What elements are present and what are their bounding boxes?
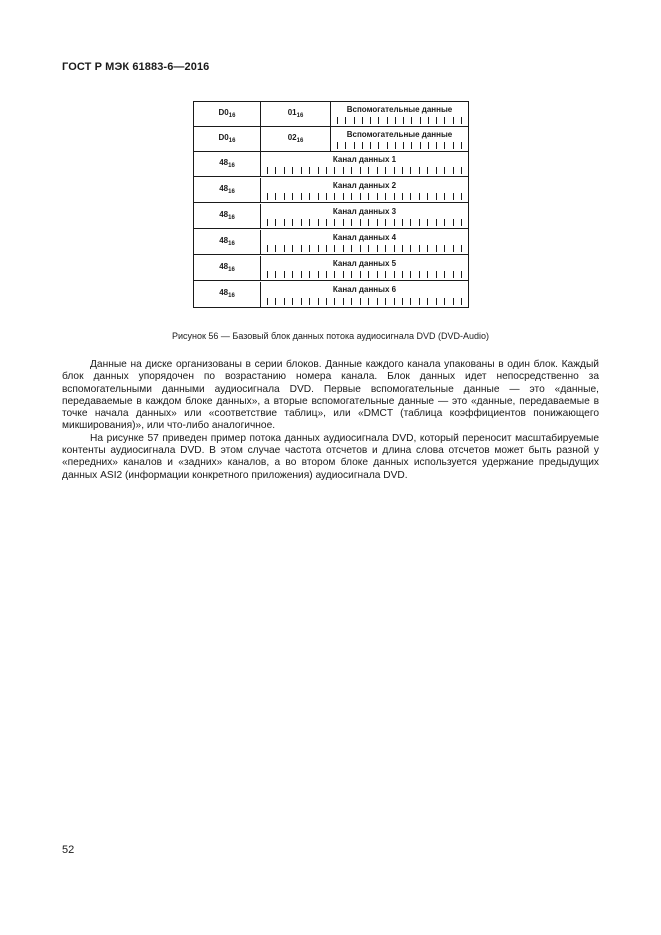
bit-tick (318, 167, 319, 174)
bit-tick (394, 245, 395, 252)
bit-tick (345, 142, 346, 149)
bit-tick (387, 117, 388, 124)
bit-tick (345, 117, 346, 124)
bit-tick (427, 167, 428, 174)
channel-label: Канал данных 6 (332, 285, 397, 294)
bit-tick (377, 193, 378, 200)
bit-ticks (267, 245, 462, 252)
bit-tick (394, 167, 395, 174)
bit-tick (410, 298, 411, 305)
bit-tick (436, 245, 437, 252)
bit-tick (309, 298, 310, 305)
channel-data-cell (261, 282, 468, 307)
bit-tick (360, 167, 361, 174)
bit-tick (360, 219, 361, 226)
bit-tick (453, 142, 454, 149)
bit-ticks (267, 167, 462, 174)
bit-tick (292, 245, 293, 252)
bit-tick (378, 117, 379, 124)
bit-tick (292, 167, 293, 174)
bit-tick (444, 142, 445, 149)
bit-tick (318, 298, 319, 305)
bit-tick (267, 219, 268, 226)
bit-tick (427, 245, 428, 252)
bit-ticks (337, 117, 462, 124)
channel-label: Канал данных 1 (332, 155, 397, 164)
bit-tick (419, 298, 420, 305)
bit-tick (370, 142, 371, 149)
bit-tick (368, 219, 369, 226)
bit-tick (275, 219, 276, 226)
label-cell: $D0_{16}$ (194, 127, 261, 151)
bit-tick (461, 142, 462, 149)
label-cell: $48_{16}$ (194, 256, 261, 280)
bit-tick (318, 245, 319, 252)
bit-tick (453, 117, 454, 124)
bit-tick (427, 298, 428, 305)
bit-tick (343, 193, 344, 200)
bit-tick (360, 193, 361, 200)
bit-tick (334, 167, 335, 174)
bit-tick (387, 142, 388, 149)
aux-data-cell (331, 102, 468, 126)
bit-tick (377, 298, 378, 305)
bit-tick (343, 298, 344, 305)
aux-row-2 (194, 127, 468, 152)
bit-tick (436, 167, 437, 174)
bit-tick (275, 271, 276, 278)
bit-ticks (337, 142, 462, 149)
bit-ticks (267, 193, 462, 200)
bit-tick (292, 271, 293, 278)
bit-tick (395, 117, 396, 124)
bit-tick (267, 245, 268, 252)
bit-tick (334, 219, 335, 226)
bit-tick (419, 271, 420, 278)
bit-ticks (267, 219, 462, 226)
bit-tick (378, 142, 379, 149)
bit-tick (402, 271, 403, 278)
bit-tick (377, 219, 378, 226)
bit-tick (301, 271, 302, 278)
channel-row-2 (194, 178, 468, 203)
bit-tick (301, 193, 302, 200)
bit-tick (385, 298, 386, 305)
channel-data-cell (261, 178, 468, 202)
bit-ticks (267, 271, 462, 278)
bit-tick (368, 298, 369, 305)
figure-caption: Рисунок 56 — Базовый блок данных потока аудиосигнала DVD (DVD-Audio) (171, 331, 490, 341)
bit-tick (410, 245, 411, 252)
bit-tick (461, 193, 462, 200)
bit-tick (402, 193, 403, 200)
bit-tick (267, 193, 268, 200)
bit-tick (362, 117, 363, 124)
aux-data-label: Вспомогательные данные (346, 105, 453, 114)
bit-tick (292, 298, 293, 305)
bit-tick (275, 193, 276, 200)
bit-tick (461, 167, 462, 174)
bit-tick (275, 167, 276, 174)
bit-tick (292, 193, 293, 200)
bit-tick (385, 219, 386, 226)
bit-tick (461, 271, 462, 278)
label-cell: $D0_{16}$ (194, 102, 261, 126)
bit-tick (309, 245, 310, 252)
bit-tick (301, 167, 302, 174)
bit-tick (394, 219, 395, 226)
bit-tick (411, 142, 412, 149)
bit-tick (410, 193, 411, 200)
channel-data-cell (261, 152, 468, 176)
bit-tick (461, 245, 462, 252)
bit-tick (284, 219, 285, 226)
channel-label: Канал данных 3 (332, 207, 397, 216)
bit-tick (385, 167, 386, 174)
channel-data-cell (261, 256, 468, 280)
bit-tick (420, 117, 421, 124)
bit-tick (410, 219, 411, 226)
bit-tick (326, 245, 327, 252)
bit-tick (377, 271, 378, 278)
bit-tick (453, 271, 454, 278)
bit-tick (410, 271, 411, 278)
bit-tick (284, 298, 285, 305)
bit-tick (351, 193, 352, 200)
bit-tick (301, 245, 302, 252)
bit-tick (368, 167, 369, 174)
bit-tick (402, 298, 403, 305)
channel-row-6 (194, 282, 468, 307)
label-cell: $48_{16}$ (194, 152, 261, 176)
bit-tick (275, 245, 276, 252)
bit-tick (377, 245, 378, 252)
bit-tick (461, 117, 462, 124)
bit-tick (343, 271, 344, 278)
bit-tick (343, 245, 344, 252)
bit-tick (326, 219, 327, 226)
bit-tick (453, 298, 454, 305)
bit-tick (461, 298, 462, 305)
bit-tick (419, 219, 420, 226)
label-cell: $48_{16}$ (194, 282, 261, 307)
bit-tick (354, 142, 355, 149)
bit-tick (377, 167, 378, 174)
bit-tick (444, 219, 445, 226)
bit-tick (453, 219, 454, 226)
bit-tick (403, 117, 404, 124)
bit-tick (428, 142, 429, 149)
bit-tick (292, 219, 293, 226)
bit-tick (360, 245, 361, 252)
bit-tick (368, 193, 369, 200)
bit-tick (444, 167, 445, 174)
bit-tick (419, 245, 420, 252)
aux-data-cell (331, 127, 468, 151)
bit-tick (334, 245, 335, 252)
bit-tick (427, 271, 428, 278)
page-number: 52 (62, 844, 75, 856)
bit-tick (368, 271, 369, 278)
bit-tick (326, 298, 327, 305)
channel-label: Канал данных 2 (332, 181, 397, 190)
bit-tick (427, 193, 428, 200)
bit-tick (343, 219, 344, 226)
bit-tick (309, 193, 310, 200)
bit-tick (444, 193, 445, 200)
bit-tick (395, 142, 396, 149)
bit-tick (301, 298, 302, 305)
label-cell: $48_{16}$ (194, 204, 261, 228)
bit-ticks (267, 298, 462, 305)
bit-tick (318, 219, 319, 226)
bit-tick (351, 219, 352, 226)
bit-tick (428, 117, 429, 124)
channel-row-1 (194, 152, 468, 177)
paragraph: На рисунке 57 приведен пример потока данных аудиосигнала DVD, который переносит масштабируемые контенты аудиосигнала DVD. В этом случае частота отсчетов и длина слова отсчетов может быть разной у «передних» каналов и «задних» каналов, а во втором блоке данных используется удержание предыдущих данных ASI2 (информации конкретного приложения) аудиосигнала DVD. (62, 432, 599, 481)
bit-tick (354, 117, 355, 124)
channel-data-cell (261, 204, 468, 228)
bit-tick (444, 271, 445, 278)
bit-tick (444, 117, 445, 124)
bit-tick (309, 219, 310, 226)
index-cell: $01_{16}$ (261, 102, 331, 126)
label-cell: $48_{16}$ (194, 230, 261, 254)
bit-tick (385, 245, 386, 252)
channel-data-cell (261, 230, 468, 254)
document-header: ГОСТ Р МЭК 61883-6—2016 (62, 61, 210, 73)
bit-tick (461, 219, 462, 226)
data-block-diagram (193, 101, 469, 308)
channel-label: Канал данных 4 (332, 233, 397, 242)
bit-tick (410, 167, 411, 174)
bit-tick (360, 298, 361, 305)
bit-tick (337, 117, 338, 124)
bit-tick (419, 193, 420, 200)
bit-tick (275, 298, 276, 305)
bit-tick (362, 142, 363, 149)
bit-tick (337, 142, 338, 149)
bit-tick (436, 117, 437, 124)
channel-row-4 (194, 230, 468, 255)
bit-tick (334, 193, 335, 200)
bit-tick (351, 245, 352, 252)
bit-tick (326, 193, 327, 200)
bit-tick (411, 117, 412, 124)
bit-tick (402, 167, 403, 174)
channel-label: Канал данных 5 (332, 259, 397, 268)
aux-data-label: Вспомогательные данные (346, 130, 453, 139)
bit-tick (360, 271, 361, 278)
bit-tick (444, 245, 445, 252)
bit-tick (436, 219, 437, 226)
bit-tick (427, 219, 428, 226)
paragraph: Данные на диске организованы в серии блоков. Данные каждого канала упакованы в один блок. Каждый блок данных упорядочен по возрастанию номера канала. Блок данных идет непосредственно за вспомогательными данными аудиосигнала DVD. Первые вспомогательные данные — это «данные, передаваемые в каждом блоке данных», а вторые вспомогательные данные — это «данные, передаваемые в точке начала данных» или «соответствие таблиц», или «DMCT (таблица коэффициентов понижающего микширования)», или что-либо аналогичное. (62, 359, 599, 432)
bit-tick (309, 271, 310, 278)
body-text (62, 359, 599, 482)
channel-row-5 (194, 256, 468, 281)
bit-tick (318, 271, 319, 278)
bit-tick (334, 298, 335, 305)
bit-tick (385, 271, 386, 278)
bit-tick (334, 271, 335, 278)
bit-tick (368, 245, 369, 252)
aux-row-1 (194, 102, 468, 127)
bit-tick (436, 298, 437, 305)
bit-tick (453, 193, 454, 200)
bit-tick (436, 193, 437, 200)
bit-tick (309, 167, 310, 174)
bit-tick (301, 219, 302, 226)
bit-tick (326, 167, 327, 174)
bit-tick (370, 117, 371, 124)
bit-tick (284, 245, 285, 252)
label-cell: $48_{16}$ (194, 178, 261, 202)
bit-tick (267, 167, 268, 174)
bit-tick (351, 298, 352, 305)
bit-tick (420, 142, 421, 149)
index-cell: $02_{16}$ (261, 127, 331, 151)
bit-tick (402, 245, 403, 252)
bit-tick (394, 298, 395, 305)
bit-tick (444, 298, 445, 305)
bit-tick (403, 142, 404, 149)
bit-tick (419, 167, 420, 174)
bit-tick (402, 219, 403, 226)
channel-row-3 (194, 204, 468, 229)
bit-tick (394, 193, 395, 200)
bit-tick (284, 271, 285, 278)
bit-tick (436, 142, 437, 149)
bit-tick (343, 167, 344, 174)
bit-tick (267, 298, 268, 305)
bit-tick (436, 271, 437, 278)
bit-tick (453, 245, 454, 252)
bit-tick (284, 193, 285, 200)
bit-tick (326, 271, 327, 278)
bit-tick (351, 167, 352, 174)
bit-tick (351, 271, 352, 278)
bit-tick (385, 193, 386, 200)
bit-tick (267, 271, 268, 278)
bit-tick (453, 167, 454, 174)
bit-tick (284, 167, 285, 174)
bit-tick (318, 193, 319, 200)
bit-tick (394, 271, 395, 278)
